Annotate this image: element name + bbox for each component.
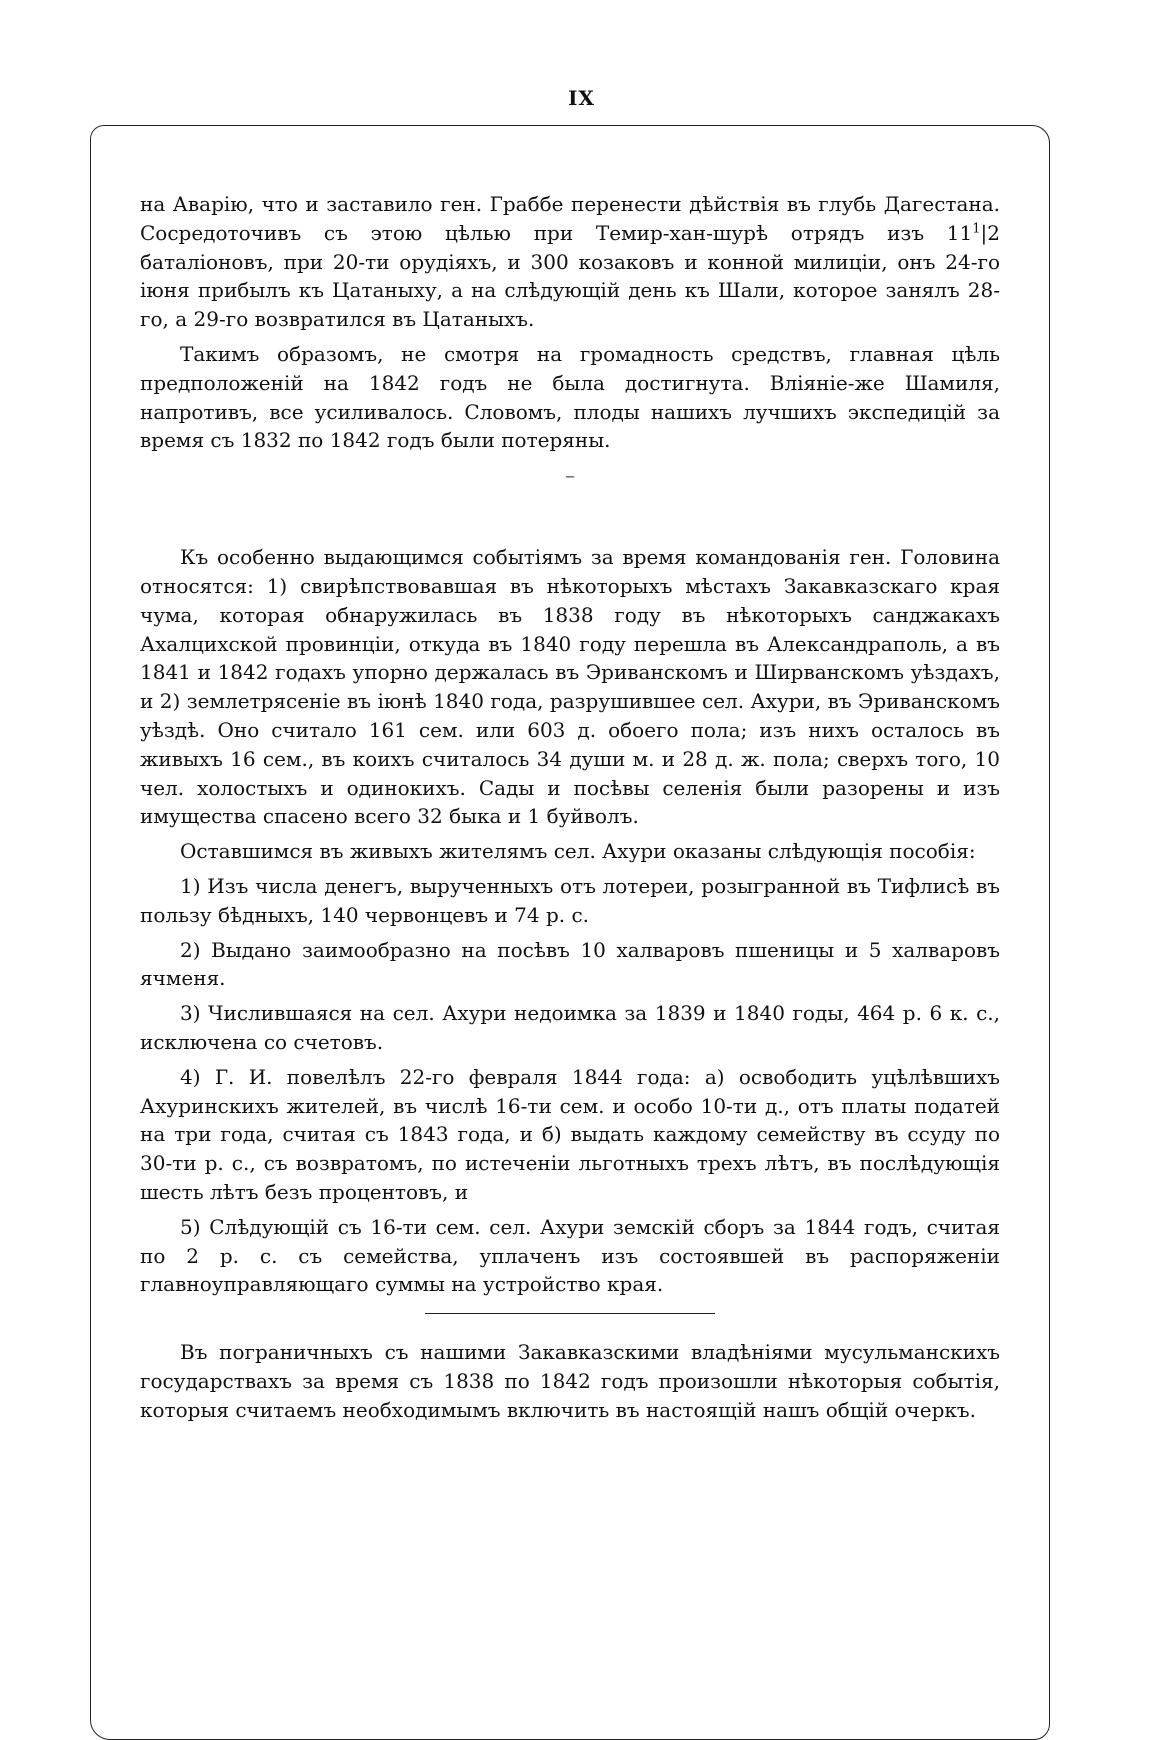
paragraph-6: 2) Выдано заимообразно на посѣвъ 10 халваровъ пшеницы и 5 халваровъ ячменя.: [140, 937, 1000, 991]
document-body: [140, 190, 1000, 1430]
section-rule: [425, 1313, 715, 1314]
paragraph-7: 3) Числившаяся на сел. Ахури недоимка за 1839 и 1840 годы, 464 р. 6 к. с., исключена со счетовъ.: [140, 1001, 1000, 1054]
paragraph-4: Оставшимся въ живыхъ жителямъ сел. Ахури оказаны слѣдующія пособія:: [180, 839, 976, 864]
fraction: $11^1|2$: [946, 220, 1000, 245]
paragraph-1: на Аварію, что и заставило ген. Граббе перенести дѣйствія въ глубь Дагестана. Сосредоточивъ съ этою цѣлью при Темир-хан-шурѣ отрядъ изъ $11^1|2$ баталіоновъ, при 20-ти орудіяхъ, и 300 козаковъ и конной милиціи, онъ 24-го іюня прибылъ къ Цатаныху, а на слѣдующій день къ Шали, которое занялъ 28-го, а 29-го возвратился въ Цатаныхъ.: [140, 192, 1000, 332]
paragraph-8: 4) Г. И. повелѣлъ 22-го февраля 1844 года: а) освободить уцѣлѣвшихъ Ахуринскихъ жителей, въ числѣ 16-ти сем. и особо 10-ти д., отъ платы податей на три года, считая съ 1843 года, и б) выдать каждому семейству въ ссуду по 30-ти р. с., съ возвратомъ, по истеченіи льготныхъ трехъ лѣтъ, въ послѣдующія шесть лѣтъ безъ процентовъ, и: [140, 1064, 1000, 1204]
paragraph-3: Къ особенно выдающимся событіямъ за время командованія ген. Головина относятся: 1) свирѣпствовавшая въ нѣкоторыхъ мѣстахъ Закавказскаго края чума, которая обнаружилась въ 1838 году въ нѣкоторыхъ санджакахъ Ахалцихской провинціи, откуда въ 1840 году перешла въ Александраполь, а въ 1841 и 1842 годахъ упорно держалась въ Эриванскомъ и Ширванскомъ уѣздахъ, и 2) землетрясеніе въ іюнѣ 1840 года, разрушившее сел. Ахури, въ Эриванскомъ уѣздѣ. Оно считало 161 сем. или 603 д. обоего пола; изъ нихъ осталось въ живыхъ 16 сем., въ коихъ считалось 34 души м. и 28 д. ж. пола; сверхъ того, 10 чел. холостыхъ и одинокихъ. Сады и посѣвы селенія были разорены и изъ имущества спасено всего 32 быка и 1 буйволъ.: [140, 545, 1000, 829]
paragraph-10: Въ пограничныхъ съ нашими Закавказскими владѣніями мусульманскихъ государствахъ за время съ 1838 по 1842 годъ произошли нѣкоторыя событія, которыя считаемъ необходимымъ включить въ настоящій нашъ общій очеркъ.: [140, 1340, 1000, 1422]
page-number: IX: [568, 86, 595, 110]
paragraph-9: 5) Слѣдующій съ 16-ти сем. сел. Ахури земскій сборъ за 1844 годъ, считая по 2 р. с. съ семейства, уплаченъ изъ состоявшей въ распоряженіи главноуправляющаго суммы на устройство края.: [140, 1214, 1000, 1297]
paragraph-5: 1) Изъ числа денегъ, вырученныхъ отъ лотереи, розыгранной въ Тифлисѣ въ пользу бѣдныхъ, 140 червонцевъ и 74 р. с.: [140, 873, 1000, 927]
section-dash: –: [565, 463, 575, 488]
paragraph-2: Такимъ образомъ, не смотря на громадность средствъ, главная цѣль предположеній на 1842 годъ не была достигнута. Вліяніе-же Шамиля, напротивъ, все усиливалось. Словомъ, плоды нашихъ лучшихъ экспедицій за время съ 1832 по 1842 годъ были потеряны.: [140, 341, 1000, 453]
